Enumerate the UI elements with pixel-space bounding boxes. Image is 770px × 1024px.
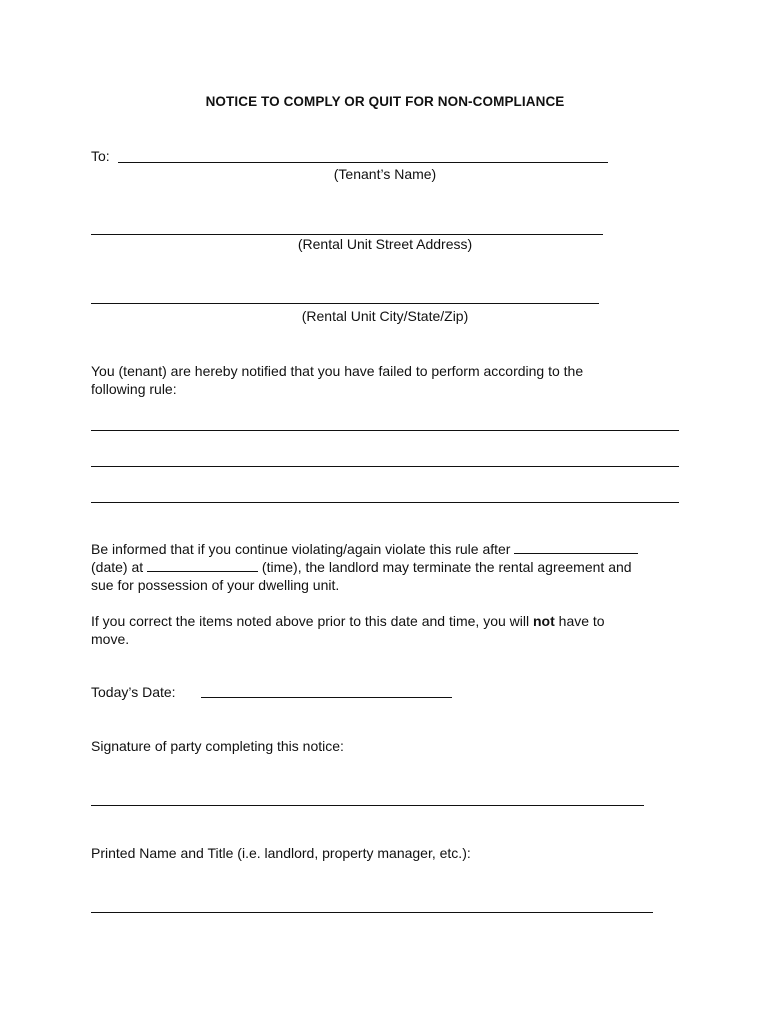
printed-name-label: Printed Name and Title (i.e. landlord, property manager, etc.): <box>91 845 471 861</box>
rule-line-1[interactable] <box>91 430 679 431</box>
document-title: NOTICE TO COMPLY OR QUIT FOR NON-COMPLIANCE <box>205 94 565 109</box>
todays-date-label: Today’s Date: <box>91 684 176 700</box>
city-state-zip-field[interactable] <box>91 303 599 304</box>
informed-text-1: Be informed that if you continue violating/again violate this rule after <box>91 541 511 557</box>
tenant-name-caption: (Tenant’s Name) <box>333 166 437 182</box>
correct-line-2: move. <box>91 631 130 647</box>
to-label: To: <box>91 148 110 164</box>
signature-label: Signature of party completing this notice: <box>91 738 344 754</box>
informed-text-3: (time), the landlord may terminate the rental agreement and <box>261 559 632 575</box>
correct-line-1 <box>91 612 605 630</box>
rule-line-3[interactable] <box>91 502 679 503</box>
violation-date-field[interactable] <box>514 540 638 554</box>
notice-line-1: You (tenant) are hereby notified that you have failed to perform according to the <box>91 363 584 379</box>
street-address-field[interactable] <box>91 234 603 235</box>
city-state-zip-caption: (Rental Unit City/State/Zip) <box>301 308 469 324</box>
correct-text-1: If you correct the items noted above prior to this date and time, you will <box>91 613 530 629</box>
signature-field[interactable] <box>91 805 644 806</box>
violation-time-field[interactable] <box>147 558 258 572</box>
printed-name-field[interactable] <box>91 912 653 913</box>
informed-text-2: (date) at <box>91 559 144 575</box>
street-address-caption: (Rental Unit Street Address) <box>297 236 473 252</box>
informed-line-2 <box>91 558 632 576</box>
tenant-name-field[interactable] <box>118 162 608 163</box>
notice-line-2: following rule: <box>91 381 177 397</box>
informed-line-3: sue for possession of your dwelling unit. <box>91 577 340 593</box>
correct-bold-not: not <box>533 613 555 629</box>
rule-line-2[interactable] <box>91 466 679 467</box>
todays-date-field[interactable] <box>201 697 452 698</box>
correct-text-2: have to <box>558 613 605 629</box>
informed-line-1 <box>91 540 638 558</box>
